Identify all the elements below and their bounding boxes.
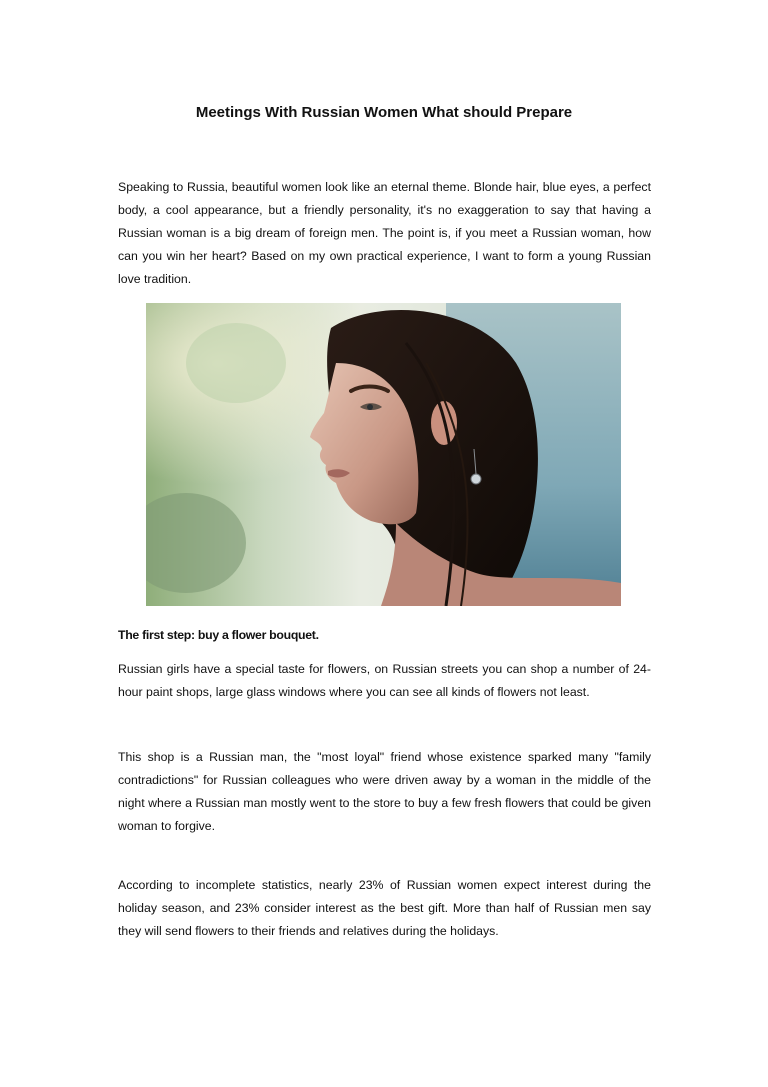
paragraph-statistics: According to incomplete statistics, nearly 23% of Russian women expect interest during the holiday season, and 23% consider interest as the best gift. More than half of Russian men say they will send flowers to their friends and relatives during the holidays.: [118, 878, 651, 938]
paragraph-flowers: Russian girls have a special taste for flowers, on Russian streets you can shop a number of 24-hour paint shops, large glass windows where you can see all kinds of flowers not least.: [118, 662, 651, 699]
section-heading: The first step: buy a flower bouquet.: [118, 628, 319, 642]
woman-profile-photo: [146, 303, 621, 606]
page-title: Meetings With Russian Women What should Prepare: [195, 104, 573, 121]
intro-paragraph: Speaking to Russia, beautiful women look like an eternal theme. Blonde hair, blue eyes, a perfect body, a cool appearance, but a friendly personality, it's no exaggeration to say that having a Russian woman is a big dream of foreign men. The point is, if you meet a Russian woman, how can you win her heart? Based on my own practical experience, I want to form a young Russian love tradition.: [118, 180, 651, 286]
paragraph-shop: This shop is a Russian man, the "most loyal" friend whose existence sparked many "family contradictions" for Russian colleagues who were driven away by a woman in the middle of the night where a Russian man mostly went to the store to buy a few fresh flowers that could be given woman to forgive.: [118, 750, 651, 833]
